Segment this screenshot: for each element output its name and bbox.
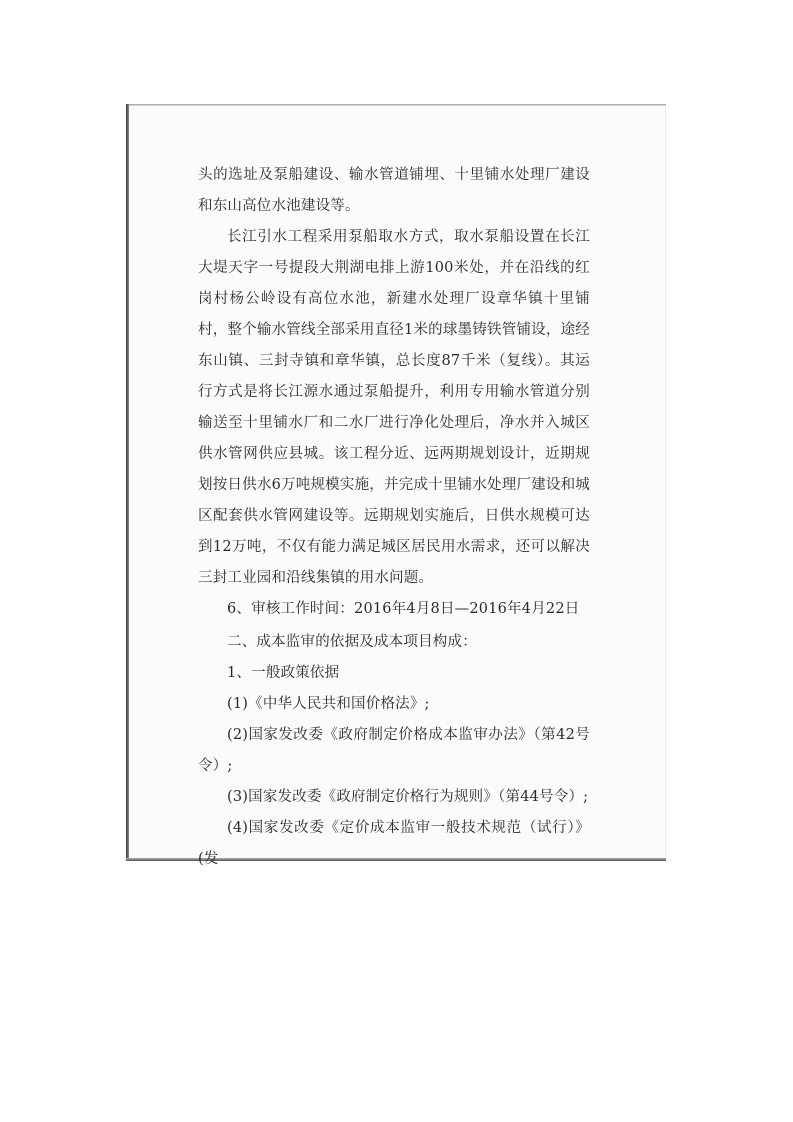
section-heading-basis: 二、成本监审的依据及成本项目构成：: [227, 634, 477, 650]
policy-item-3: (3)国家发改委《政府制定价格行为规则》（第44号令）;: [227, 789, 589, 805]
paragraph-project-scope: 头的选址及泵船建设、输水管道铺埋、十里铺水处理厂建设和东山高位水池建设等。: [198, 167, 590, 214]
paragraph-audit-period: 6、审核工作时间：2016年4月8日—2016年4月22日: [227, 601, 580, 617]
policy-item-4: (4)国家发改委《定价成本监审一般技术规范（试行）》(发: [198, 820, 590, 867]
scanned-document-page: [126, 104, 666, 867]
scan-top-edge: [126, 104, 666, 106]
subsection-heading-policy: 1、一般政策依据: [227, 665, 340, 681]
scan-left-edge: [126, 104, 129, 861]
policy-item-2: (2)国家发改委《政府制定价格成本监审办法》（第42号令）;: [198, 727, 590, 774]
document-body: [198, 160, 590, 875]
policy-item-1: (1)《中华人民共和国价格法》;: [227, 696, 430, 712]
paragraph-project-description: 长江引水工程采用泵船取水方式，取水泵船设置在长江大堤天字一号提段大荆湖电排上游100米处，并在沿线的红岗村杨公岭设有高位水池，新建水处理厂设章华镇十里铺村，整个输水管线全部采用直径1米的球墨铸铁管铺设，途经东山镇、三封寺镇和章华镇，总长度87千米（复线）。其运行方式是将长江源水通过泵船提升，利用专用输水管道分别输送至十里铺水厂和二水厂进行净化处理后，净水并入城区供水管网供应县城。该工程分近、远两期规划设计，近期规划按日供水6万吨规模实施，并完成十里铺水处理厂建设和城区配套供水管网建设等。远期规划实施后，日供水规模可达到12万吨，不仅有能力满足城区居民用水需求，还可以解决三封工业园和沿线集镇的用水问题。: [198, 229, 590, 586]
